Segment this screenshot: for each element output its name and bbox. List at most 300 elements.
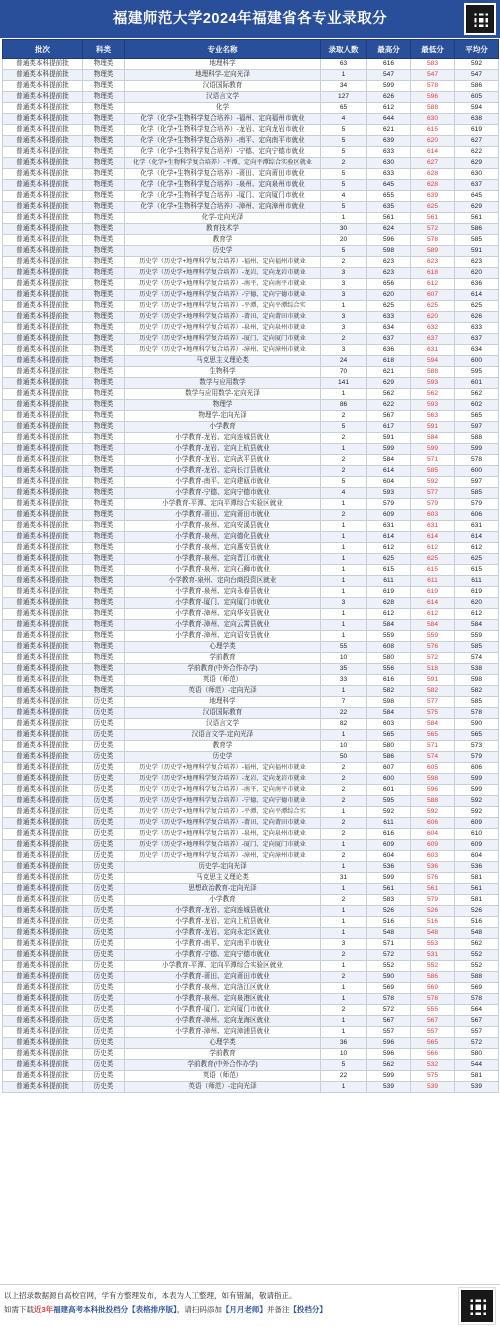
cell-count: 2 xyxy=(321,334,367,345)
table-row xyxy=(3,939,499,950)
cell-count: 82 xyxy=(321,719,367,730)
table-row xyxy=(3,576,499,587)
cell-count: 1 xyxy=(321,928,367,939)
cell-batch: 普通类本科提前批 xyxy=(3,114,83,125)
cell-min: 586 xyxy=(411,972,455,983)
cell-avg: 547 xyxy=(455,70,499,81)
cell-max: 621 xyxy=(367,367,411,378)
cell-major: 学前教育 xyxy=(125,1049,321,1060)
cell-min: 639 xyxy=(411,191,455,202)
cell-max: 616 xyxy=(367,829,411,840)
cell-batch: 普通类本科提前批 xyxy=(3,554,83,565)
cell-avg: 609 xyxy=(455,840,499,851)
cell-count: 1 xyxy=(321,532,367,543)
cell-batch: 普通类本科提前批 xyxy=(3,862,83,873)
cell-min: 596 xyxy=(411,785,455,796)
cell-avg: 582 xyxy=(455,686,499,697)
cell-major: 英语（师范） xyxy=(125,1071,321,1082)
cell-major: 小学教育-泉州、定向石狮市就业 xyxy=(125,565,321,576)
cell-major: 小学教育-龙岩、定向长汀县就业 xyxy=(125,466,321,477)
cell-avg: 623 xyxy=(455,257,499,268)
table-row xyxy=(3,455,499,466)
cell-count: 1 xyxy=(321,543,367,554)
table-row xyxy=(3,774,499,785)
table-row xyxy=(3,125,499,136)
cell-major: 小学教育-龙岩、定向连城县就业 xyxy=(125,433,321,444)
cell-batch: 普通类本科提前批 xyxy=(3,983,83,994)
cell-subject: 历史类 xyxy=(83,994,125,1005)
cell-min: 599 xyxy=(411,444,455,455)
cell-avg: 585 xyxy=(455,697,499,708)
table-row xyxy=(3,961,499,972)
cell-avg: 585 xyxy=(455,642,499,653)
cell-avg: 578 xyxy=(455,455,499,466)
cell-avg: 626 xyxy=(455,312,499,323)
table-row xyxy=(3,257,499,268)
cell-max: 516 xyxy=(367,917,411,928)
cell-batch: 普通类本科提前批 xyxy=(3,906,83,917)
cell-count: 3 xyxy=(321,290,367,301)
cell-count: 2 xyxy=(321,763,367,774)
cell-major: 教育学 xyxy=(125,235,321,246)
cell-major: 汉语言文学 xyxy=(125,719,321,730)
table-row xyxy=(3,521,499,532)
cell-batch: 普通类本科提前批 xyxy=(3,730,83,741)
table-row xyxy=(3,807,499,818)
cell-subject: 物理类 xyxy=(83,81,125,92)
cell-subject: 物理类 xyxy=(83,59,125,70)
cell-batch: 普通类本科提前批 xyxy=(3,213,83,224)
cell-major: 物理学-定向光泽 xyxy=(125,411,321,422)
cell-subject: 物理类 xyxy=(83,312,125,323)
table-row xyxy=(3,444,499,455)
cell-min: 565 xyxy=(411,730,455,741)
cell-avg: 637 xyxy=(455,334,499,345)
table-row xyxy=(3,59,499,70)
cell-major: 小学教育-龙岩、定向上杭县就业 xyxy=(125,917,321,928)
table-row xyxy=(3,433,499,444)
cell-major: 化学（化学+生物科学复合培养）-莆田、定向莆田市就业 xyxy=(125,169,321,180)
cell-major: 汉语国际教育 xyxy=(125,81,321,92)
cell-avg: 579 xyxy=(455,499,499,510)
table-row xyxy=(3,895,499,906)
cell-major: 小学教育 xyxy=(125,895,321,906)
cell-major: 化学（化学+生物科学复合培养）-厦门、定向厦门市就业 xyxy=(125,191,321,202)
cell-max: 567 xyxy=(367,411,411,422)
cell-batch: 普通类本科提前批 xyxy=(3,587,83,598)
cell-avg: 633 xyxy=(455,323,499,334)
cell-batch: 普通类本科提前批 xyxy=(3,378,83,389)
table-row xyxy=(3,653,499,664)
cell-major: 历史学（历史学+地理科学复合培养）-莆田、定向莆田市就业 xyxy=(125,312,321,323)
cell-subject: 物理类 xyxy=(83,433,125,444)
cell-count: 3 xyxy=(321,598,367,609)
cell-major: 小学教育-漳州、定向龙海区就业 xyxy=(125,1016,321,1027)
cell-max: 596 xyxy=(367,235,411,246)
cell-major: 小学教育-泉州、定向晋江市就业 xyxy=(125,554,321,565)
cell-min: 577 xyxy=(411,697,455,708)
cell-batch: 普通类本科提前批 xyxy=(3,851,83,862)
cell-max: 633 xyxy=(367,169,411,180)
cell-batch: 普通类本科提前批 xyxy=(3,697,83,708)
footer-note: 以上招录数据源自高校官网，学有方整理发布，本表为人工整理，如有错漏，敬请指正。 xyxy=(4,1291,297,1300)
cell-major: 小学教育-漳州、定向漳浦县就业 xyxy=(125,1027,321,1038)
table-row xyxy=(3,664,499,675)
cell-avg: 625 xyxy=(455,554,499,565)
cell-min: 615 xyxy=(411,565,455,576)
cell-batch: 普通类本科提前批 xyxy=(3,752,83,763)
cell-major: 地理科学 xyxy=(125,59,321,70)
cell-subject: 物理类 xyxy=(83,169,125,180)
cell-count: 141 xyxy=(321,378,367,389)
footer-highlight: 【投档分】 xyxy=(289,1305,327,1314)
cell-subject: 物理类 xyxy=(83,103,125,114)
cell-min: 578 xyxy=(411,81,455,92)
cell-min: 571 xyxy=(411,741,455,752)
cell-max: 596 xyxy=(367,1038,411,1049)
cell-major: 历史学（历史学+地理科学复合培养）-南平、定向南平市就业 xyxy=(125,279,321,290)
cell-avg: 602 xyxy=(455,400,499,411)
cell-min: 575 xyxy=(411,708,455,719)
cell-avg: 581 xyxy=(455,895,499,906)
cell-batch: 普通类本科提前批 xyxy=(3,59,83,70)
cell-batch: 普通类本科提前批 xyxy=(3,147,83,158)
cell-subject: 物理类 xyxy=(83,587,125,598)
cell-batch: 普通类本科提前批 xyxy=(3,686,83,697)
cell-batch: 普通类本科提前批 xyxy=(3,543,83,554)
cell-count: 5 xyxy=(321,180,367,191)
cell-batch: 普通类本科提前批 xyxy=(3,785,83,796)
cell-max: 604 xyxy=(367,477,411,488)
cell-max: 593 xyxy=(367,488,411,499)
cell-batch: 普通类本科提前批 xyxy=(3,499,83,510)
cell-major: 物理学 xyxy=(125,400,321,411)
table-row xyxy=(3,323,499,334)
cell-avg: 569 xyxy=(455,983,499,994)
table-row xyxy=(3,169,499,180)
cell-major: 小学教育-南平、定向南平市就业 xyxy=(125,939,321,950)
cell-count: 1 xyxy=(321,389,367,400)
page-title: 福建师范大学2024年福建省各专业录取分 xyxy=(112,11,388,27)
cell-count: 5 xyxy=(321,147,367,158)
table-row xyxy=(3,103,499,114)
cell-major: 小学教育-宁德、定向宁德市就业 xyxy=(125,950,321,961)
cell-avg: 627 xyxy=(455,136,499,147)
cell-min: 615 xyxy=(411,125,455,136)
cell-major: 地理科学 xyxy=(125,697,321,708)
cell-min: 571 xyxy=(411,455,455,466)
cell-count: 1 xyxy=(321,862,367,873)
cell-batch: 普通类本科提前批 xyxy=(3,829,83,840)
cell-major: 历史学（历史学+地理科学复合培养）-厦门、定向厦门市就业 xyxy=(125,334,321,345)
cell-max: 561 xyxy=(367,213,411,224)
table-row xyxy=(3,928,499,939)
cell-avg: 599 xyxy=(455,444,499,455)
cell-count: 5 xyxy=(321,1060,367,1071)
cell-count: 35 xyxy=(321,664,367,675)
cell-count: 55 xyxy=(321,642,367,653)
cell-min: 623 xyxy=(411,257,455,268)
cell-subject: 历史类 xyxy=(83,1071,125,1082)
table-row xyxy=(3,147,499,158)
cell-avg: 625 xyxy=(455,301,499,312)
cell-major: 心理学类 xyxy=(125,1038,321,1049)
cell-max: 656 xyxy=(367,279,411,290)
cell-avg: 638 xyxy=(455,114,499,125)
cell-max: 612 xyxy=(367,103,411,114)
cell-count: 2 xyxy=(321,796,367,807)
cell-min: 592 xyxy=(411,807,455,818)
cell-count: 2 xyxy=(321,510,367,521)
cell-max: 616 xyxy=(367,59,411,70)
cell-avg: 630 xyxy=(455,169,499,180)
cell-major: 历史学 xyxy=(125,246,321,257)
cell-major: 小学教育-平潭、定向平潭综合实验区就业 xyxy=(125,499,321,510)
cell-major: 小学教育-平潭、定向平潭综合实验区就业 xyxy=(125,961,321,972)
table-row xyxy=(3,917,499,928)
cell-major: 小学教育-龙岩、定向武平县就业 xyxy=(125,455,321,466)
cell-count: 4 xyxy=(321,114,367,125)
table-row xyxy=(3,411,499,422)
table-row xyxy=(3,301,499,312)
cell-count: 1 xyxy=(321,840,367,851)
cell-batch: 普通类本科提前批 xyxy=(3,92,83,103)
table-row xyxy=(3,510,499,521)
cell-max: 644 xyxy=(367,114,411,125)
cell-major: 小学教育-泉州、定向德化县就业 xyxy=(125,532,321,543)
cell-major: 汉语言文学-定向光泽 xyxy=(125,730,321,741)
cell-count: 2 xyxy=(321,257,367,268)
cell-avg: 578 xyxy=(455,708,499,719)
cell-avg: 573 xyxy=(455,741,499,752)
cell-max: 562 xyxy=(367,389,411,400)
table-row xyxy=(3,840,499,851)
cell-avg: 597 xyxy=(455,422,499,433)
cell-count: 1 xyxy=(321,554,367,565)
cell-batch: 普通类本科提前批 xyxy=(3,873,83,884)
cell-max: 572 xyxy=(367,1005,411,1016)
cell-subject: 物理类 xyxy=(83,345,125,356)
cell-batch: 普通类本科提前批 xyxy=(3,488,83,499)
cell-subject: 物理类 xyxy=(83,389,125,400)
cell-batch: 普通类本科提前批 xyxy=(3,455,83,466)
table-row xyxy=(3,543,499,554)
cell-max: 556 xyxy=(367,664,411,675)
cell-avg: 645 xyxy=(455,191,499,202)
cell-min: 576 xyxy=(411,873,455,884)
cell-batch: 普通类本科提前批 xyxy=(3,202,83,213)
cell-major: 数学与应用数学-定向光泽 xyxy=(125,389,321,400)
cell-min: 612 xyxy=(411,609,455,620)
cell-major: 化学（化学+生物科学复合培养）-南平、定向南平市就业 xyxy=(125,136,321,147)
cell-count: 1 xyxy=(321,686,367,697)
cell-max: 579 xyxy=(367,499,411,510)
cell-max: 615 xyxy=(367,565,411,576)
cell-batch: 普通类本科提前批 xyxy=(3,576,83,587)
cell-avg: 588 xyxy=(455,972,499,983)
cell-min: 555 xyxy=(411,1005,455,1016)
cell-subject: 历史类 xyxy=(83,741,125,752)
cell-min: 567 xyxy=(411,1016,455,1027)
cell-major: 小学教育-泉州、定向台商投资区就业 xyxy=(125,576,321,587)
cell-max: 625 xyxy=(367,554,411,565)
cell-count: 1 xyxy=(321,587,367,598)
cell-avg: 637 xyxy=(455,180,499,191)
cell-count: 2 xyxy=(321,895,367,906)
cell-batch: 普通类本科提前批 xyxy=(3,1027,83,1038)
cell-min: 584 xyxy=(411,433,455,444)
cell-count: 1 xyxy=(321,961,367,972)
table-row xyxy=(3,532,499,543)
cell-subject: 物理类 xyxy=(83,136,125,147)
cell-max: 548 xyxy=(367,928,411,939)
cell-min: 518 xyxy=(411,664,455,675)
cell-max: 557 xyxy=(367,1027,411,1038)
cell-subject: 物理类 xyxy=(83,378,125,389)
cell-count: 3 xyxy=(321,323,367,334)
cell-max: 599 xyxy=(367,444,411,455)
cell-count: 7 xyxy=(321,697,367,708)
cell-subject: 物理类 xyxy=(83,488,125,499)
cell-max: 599 xyxy=(367,1071,411,1082)
cell-min: 578 xyxy=(411,235,455,246)
cell-avg: 601 xyxy=(455,378,499,389)
cell-batch: 普通类本科提前批 xyxy=(3,1071,83,1082)
cell-min: 553 xyxy=(411,939,455,950)
cell-major: 化学（化学+生物科学复合培养）-漳州、定向漳州市就业 xyxy=(125,202,321,213)
cell-subject: 历史类 xyxy=(83,730,125,741)
cell-min: 606 xyxy=(411,818,455,829)
cell-subject: 物理类 xyxy=(83,576,125,587)
cell-subject: 物理类 xyxy=(83,125,125,136)
cell-count: 22 xyxy=(321,1071,367,1082)
cell-avg: 611 xyxy=(455,576,499,587)
cell-min: 594 xyxy=(411,356,455,367)
table-row xyxy=(3,983,499,994)
cell-batch: 普通类本科提前批 xyxy=(3,257,83,268)
cell-min: 584 xyxy=(411,719,455,730)
cell-subject: 物理类 xyxy=(83,675,125,686)
table-row xyxy=(3,884,499,895)
cell-max: 611 xyxy=(367,818,411,829)
cell-major: 小学教育-漳州、定向云霄县就业 xyxy=(125,620,321,631)
cell-major: 小学教育-泉州、定向洛江区就业 xyxy=(125,983,321,994)
cell-batch: 普通类本科提前批 xyxy=(3,675,83,686)
cell-major: 化学（化学+生物科学复合培养）-平潭、定向平潭综合实验区就业 xyxy=(125,158,321,169)
table-row xyxy=(3,466,499,477)
cell-subject: 历史类 xyxy=(83,1038,125,1049)
cell-subject: 物理类 xyxy=(83,191,125,202)
cell-count: 2 xyxy=(321,1005,367,1016)
cell-avg: 539 xyxy=(455,1082,499,1093)
cell-min: 637 xyxy=(411,334,455,345)
cell-avg: 564 xyxy=(455,1005,499,1016)
cell-count: 5 xyxy=(321,246,367,257)
footer-text: 并备注 xyxy=(266,1305,290,1314)
cell-batch: 普通类本科提前批 xyxy=(3,961,83,972)
cell-max: 552 xyxy=(367,961,411,972)
cell-min: 603 xyxy=(411,851,455,862)
table-row xyxy=(3,312,499,323)
cell-avg: 599 xyxy=(455,785,499,796)
cell-count: 24 xyxy=(321,356,367,367)
cell-batch: 普通类本科提前批 xyxy=(3,620,83,631)
cell-batch: 普通类本科提前批 xyxy=(3,719,83,730)
cell-subject: 物理类 xyxy=(83,532,125,543)
cell-min: 583 xyxy=(411,59,455,70)
cell-subject: 历史类 xyxy=(83,796,125,807)
cell-count: 4 xyxy=(321,191,367,202)
cell-avg: 622 xyxy=(455,147,499,158)
cell-subject: 物理类 xyxy=(83,257,125,268)
cell-min: 628 xyxy=(411,169,455,180)
cell-max: 607 xyxy=(367,763,411,774)
cell-count: 2 xyxy=(321,851,367,862)
cell-avg: 559 xyxy=(455,631,499,642)
cell-min: 631 xyxy=(411,521,455,532)
table-row xyxy=(3,994,499,1005)
col-header-min: 最低分 xyxy=(411,40,455,59)
cell-batch: 普通类本科提前批 xyxy=(3,1060,83,1071)
table-row xyxy=(3,246,499,257)
table-row xyxy=(3,345,499,356)
cell-min: 593 xyxy=(411,400,455,411)
cell-min: 559 xyxy=(411,631,455,642)
cell-avg: 599 xyxy=(455,774,499,785)
table-row xyxy=(3,620,499,631)
cell-subject: 历史类 xyxy=(83,752,125,763)
cell-major: 化学（化学+生物科学复合培养）-泉州、定向泉州市就业 xyxy=(125,180,321,191)
cell-major: 历史学 xyxy=(125,752,321,763)
cell-batch: 普通类本科提前批 xyxy=(3,367,83,378)
cell-major: 心理学类 xyxy=(125,642,321,653)
table-row xyxy=(3,334,499,345)
cell-batch: 普通类本科提前批 xyxy=(3,81,83,92)
cell-major: 历史学（历史学+地理科学复合培养）-福州、定向福州市就业 xyxy=(125,257,321,268)
cell-major: 马克思主义理论类 xyxy=(125,873,321,884)
cell-avg: 592 xyxy=(455,796,499,807)
cell-max: 622 xyxy=(367,400,411,411)
cell-subject: 物理类 xyxy=(83,565,125,576)
cell-avg: 619 xyxy=(455,125,499,136)
cell-min: 576 xyxy=(411,642,455,653)
table-row xyxy=(3,488,499,499)
cell-count: 2 xyxy=(321,972,367,983)
cell-count: 2 xyxy=(321,818,367,829)
cell-min: 609 xyxy=(411,840,455,851)
table-row xyxy=(3,499,499,510)
cell-subject: 物理类 xyxy=(83,543,125,554)
cell-major: 历史学（历史学+地理科学复合培养）-厦门、定向厦门市就业 xyxy=(125,840,321,851)
cell-max: 598 xyxy=(367,246,411,257)
cell-subject: 物理类 xyxy=(83,466,125,477)
cell-min: 632 xyxy=(411,323,455,334)
table-row xyxy=(3,224,499,235)
cell-avg: 585 xyxy=(455,235,499,246)
cell-major: 历史学（历史学+地理科学复合培养）-南平、定向南平市就业 xyxy=(125,785,321,796)
cell-count: 5 xyxy=(321,136,367,147)
cell-subject: 物理类 xyxy=(83,301,125,312)
table-row xyxy=(3,906,499,917)
cell-batch: 普通类本科提前批 xyxy=(3,708,83,719)
cell-subject: 历史类 xyxy=(83,851,125,862)
cell-max: 626 xyxy=(367,92,411,103)
cell-avg: 615 xyxy=(455,565,499,576)
cell-batch: 普通类本科提前批 xyxy=(3,741,83,752)
cell-major: 小学教育-龙岩、定向上杭县就业 xyxy=(125,444,321,455)
cell-count: 2 xyxy=(321,455,367,466)
cell-max: 655 xyxy=(367,191,411,202)
